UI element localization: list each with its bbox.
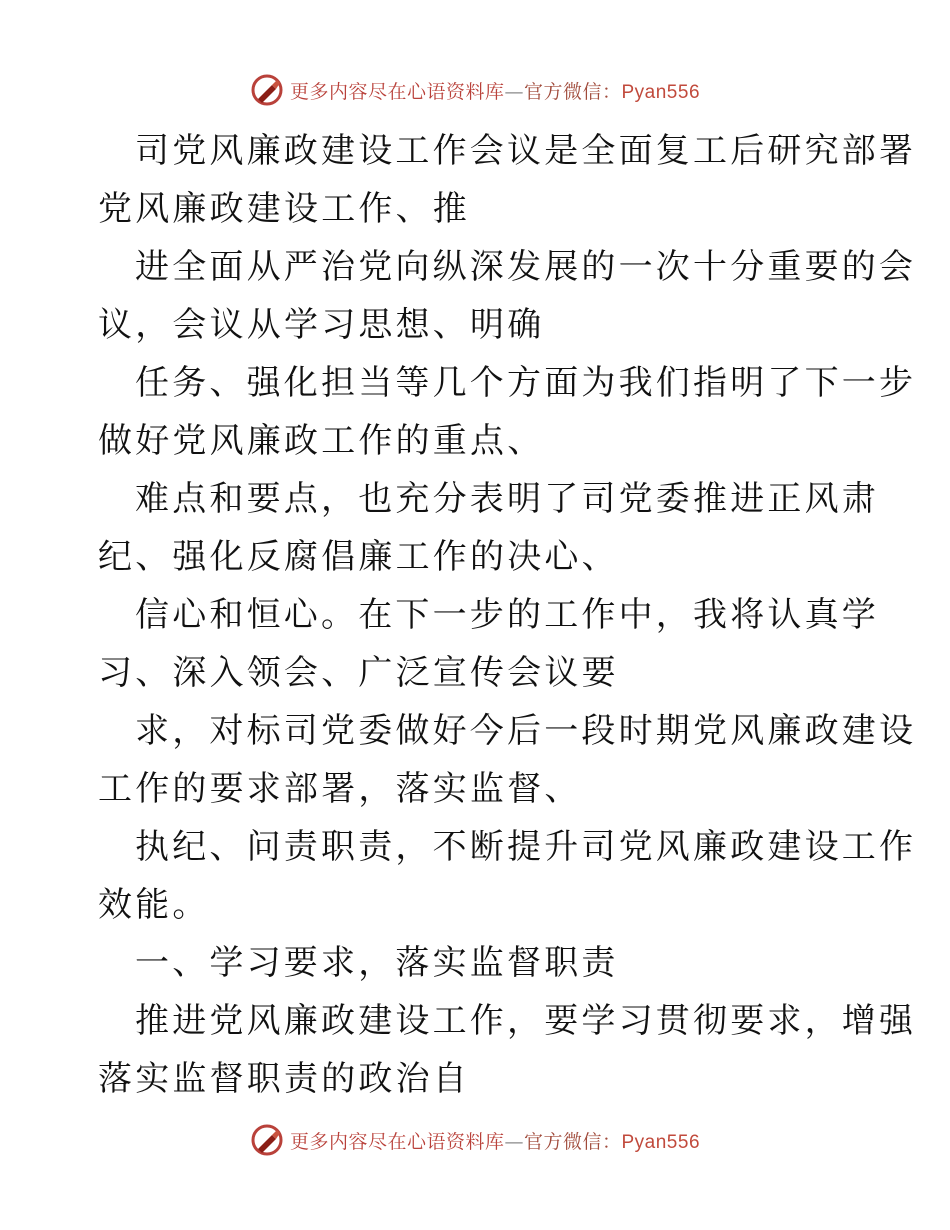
watermark-label: 官方微信： <box>523 80 622 103</box>
pen-logo-icon <box>250 1123 284 1157</box>
paragraph-line: 求，对标司党委做好今后一段时期党风廉政建设 <box>135 711 917 751</box>
document-body <box>98 122 917 1108</box>
paragraph-line: 任务、强化担当等几个方面为我们指明了下一步 <box>135 363 917 403</box>
paragraph-line: 工作的要求部署，落实监督、 <box>98 769 582 809</box>
watermark-text <box>290 77 700 104</box>
paragraph-line: 执纪、问责职责，不断提升司党风廉政建设工作 <box>135 827 917 867</box>
paragraph-line: 司党风廉政建设工作会议是全面复工后研究部署 <box>135 131 917 171</box>
watermark-separator: — <box>504 1130 524 1153</box>
watermark-separator: — <box>504 80 524 103</box>
watermark-label: 官方微信： <box>523 1130 622 1153</box>
paragraph-line: 落实监督职责的政治自 <box>98 1059 470 1099</box>
paragraph-line: 议，会议从学习思想、明确 <box>98 305 545 345</box>
paragraph-line: 进全面从严治党向纵深发展的一次十分重要的会 <box>135 247 917 287</box>
watermark-text <box>290 1127 700 1154</box>
paragraph-line: 习、深入领会、广泛宣传会议要 <box>98 653 619 693</box>
paragraph-line: 推进党风廉政建设工作，要学习贯彻要求，增强 <box>135 1001 917 1041</box>
paragraph-line: 做好党风廉政工作的重点、 <box>98 421 545 461</box>
watermark-wechat-id: Pyan556 <box>621 81 701 103</box>
paragraph-line: 党风廉政建设工作、推 <box>98 189 470 229</box>
watermark-site-name: 更多内容尽在心语资料库 <box>289 1130 505 1153</box>
pen-logo-icon <box>250 73 284 107</box>
paragraph-line: 信心和恒心。在下一步的工作中，我将认真学 <box>135 595 879 635</box>
section-heading: 一、学习要求，落实监督职责 <box>135 943 619 983</box>
paragraph-line: 效能。 <box>98 885 210 925</box>
watermark-wechat-id: Pyan556 <box>621 1131 701 1153</box>
watermark-site-name: 更多内容尽在心语资料库 <box>289 80 505 103</box>
paragraph-line: 纪、强化反腐倡廉工作的决心、 <box>98 537 619 577</box>
header-watermark <box>0 70 950 110</box>
paragraph-line: 难点和要点，也充分表明了司党委推进正风肃 <box>135 479 879 519</box>
footer-watermark <box>0 1120 950 1160</box>
